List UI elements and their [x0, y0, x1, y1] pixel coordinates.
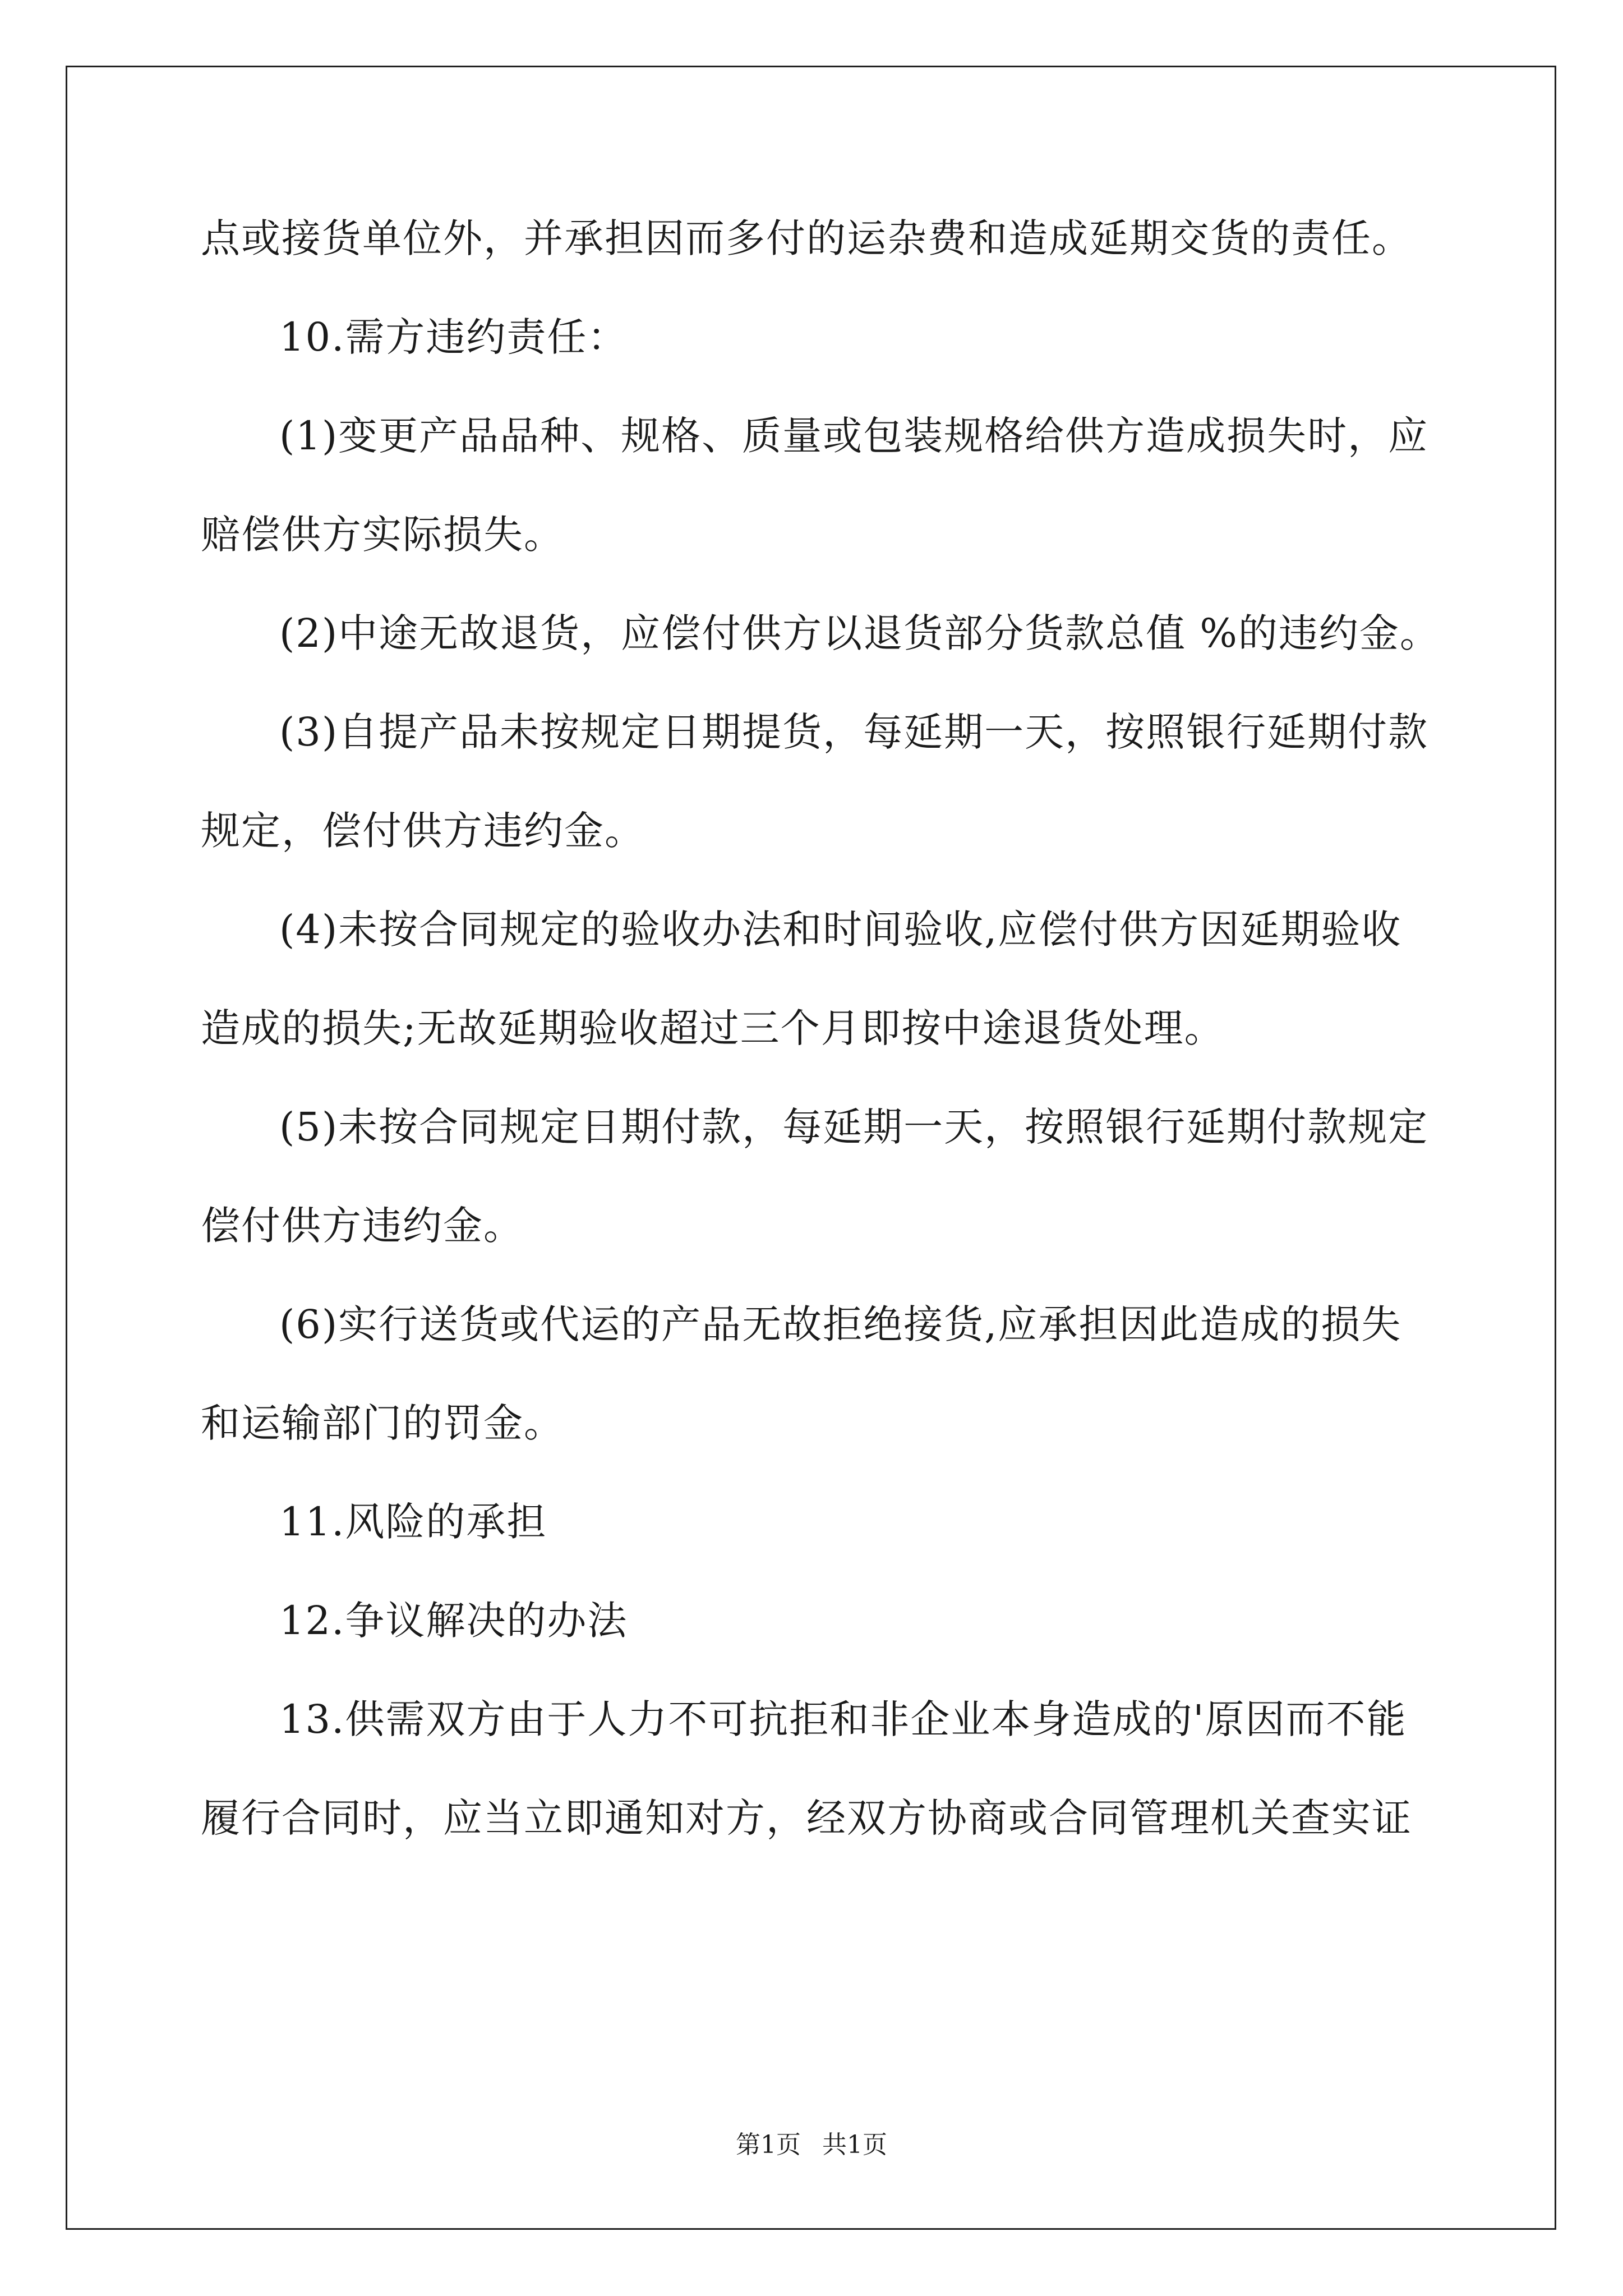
page-number-total: 共1页: [822, 2131, 887, 2159]
page-footer: [0, 2129, 1623, 2161]
text-line-2: 10.需方违约责任：: [279, 314, 628, 360]
text-line-1: 点或接货单位外，并承担因而多付的运杂费和造成延期交货的责任。: [201, 215, 1412, 261]
text-line-7: 规定，偿付供方违约金。: [201, 808, 645, 854]
text-line-10: (5)未按合同规定日期付款，每延期一天，按照银行延期付款规定: [279, 1104, 1429, 1150]
text-line-14: 11.风险的承担: [279, 1499, 547, 1545]
page-number-current: 第1页: [736, 2131, 801, 2159]
text-line-5: (2)中途无故退货，应偿付供方以退货部分货款总值 %的违约金。: [279, 610, 1440, 656]
text-line-16: 13.供需双方由于人力不可抗拒和非企业本身造成的'原因而不能: [279, 1696, 1407, 1742]
text-line-9: 造成的损失;无故延期验收超过三个月即按中途退货处理。: [201, 1005, 1225, 1051]
text-line-15: 12.争议解决的办法: [279, 1598, 628, 1644]
text-line-11: 偿付供方违约金。: [201, 1203, 524, 1249]
text-line-4: 赔偿供方实际损失。: [201, 512, 564, 558]
text-line-12: (6)实行送货或代运的产品无故拒绝接货,应承担因此造成的损失: [279, 1301, 1402, 1347]
text-line-3: (1)变更产品品种、规格、质量或包装规格给供方造成损失时，应: [279, 413, 1429, 459]
text-line-13: 和运输部门的罚金。: [201, 1400, 564, 1446]
text-line-17: 履行合同时，应当立即通知对方，经双方协商或合同管理机关查实证: [201, 1795, 1412, 1841]
text-line-6: (3)自提产品未按规定日期提货，每延期一天，按照银行延期付款: [279, 709, 1429, 755]
text-line-8: (4)未按合同规定的验收办法和时间验收,应偿付供方因延期验收: [279, 907, 1402, 953]
